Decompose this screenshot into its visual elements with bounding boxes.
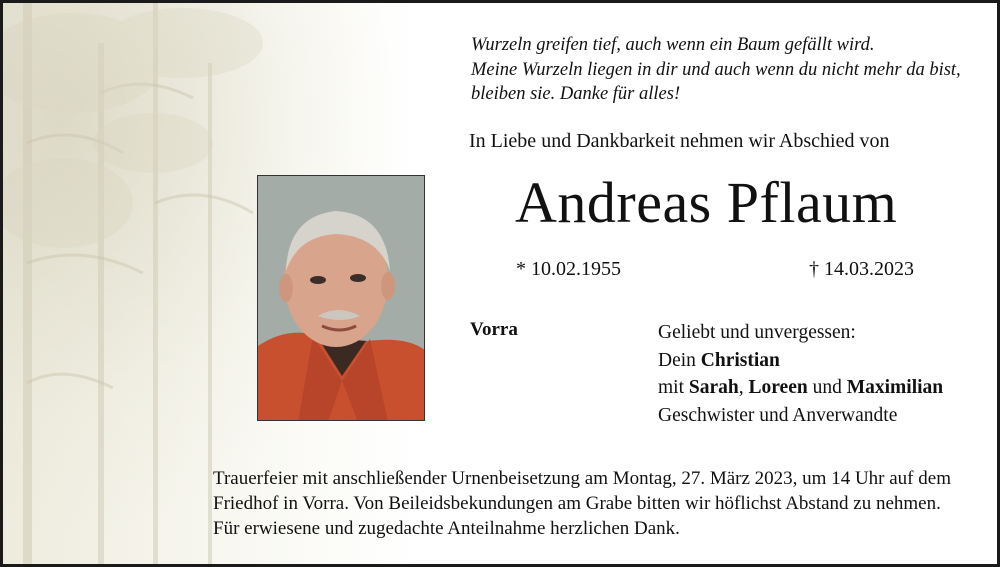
memorial-quote xyxy=(471,33,961,107)
mourner-name: Loreen xyxy=(748,377,808,398)
mourner-text: Dein xyxy=(658,349,701,371)
mourner-name: Maximilian xyxy=(846,377,944,398)
mourners-heading: Geliebt und unvergessen: xyxy=(658,322,856,343)
mourner-line xyxy=(658,347,943,375)
mourner-name: Christian xyxy=(700,349,780,371)
mourner-name: Sarah xyxy=(688,377,739,398)
funeral-details-line: Friedhof in Vorra. Von Beileidsbekundungen am Grabe bitten wir höflichst Abstand zu nehmen. xyxy=(213,493,941,514)
mourner-line xyxy=(658,374,943,402)
death-date: † 14.03.2023 xyxy=(809,258,914,280)
quote-line: bleiben sie. Danke für alles! xyxy=(471,84,681,104)
birth-date: * 10.02.1955 xyxy=(516,258,621,280)
portrait-photo xyxy=(257,175,425,421)
funeral-details-line: Trauerfeier mit anschließender Urnenbeisetzung am Montag, 27. März 2023, um 14 Uhr auf dem xyxy=(213,468,951,489)
mourner-text: und xyxy=(807,377,847,398)
farewell-intro: In Liebe und Dankbarkeit nehmen wir Abschied von xyxy=(469,130,890,152)
mourner-text: , xyxy=(738,377,749,398)
funeral-details xyxy=(213,466,951,541)
deceased-name: Andreas Pflaum xyxy=(515,170,898,235)
mourners-list xyxy=(658,319,943,429)
place-of-residence: Vorra xyxy=(470,319,518,340)
quote-line: Meine Wurzeln liegen in dir und auch wenn du nicht mehr da bist, xyxy=(471,59,961,80)
mourner-text: mit xyxy=(658,377,689,398)
portrait-illustration xyxy=(258,176,425,421)
funeral-details-line: Für erwiesene und zugedachte Anteilnahme herzlichen Dank. xyxy=(213,518,680,539)
mourner-line: Geschwister und Anverwandte xyxy=(658,404,898,426)
quote-line: Wurzeln greifen tief, auch wenn ein Baum gefällt wird. xyxy=(471,35,875,55)
